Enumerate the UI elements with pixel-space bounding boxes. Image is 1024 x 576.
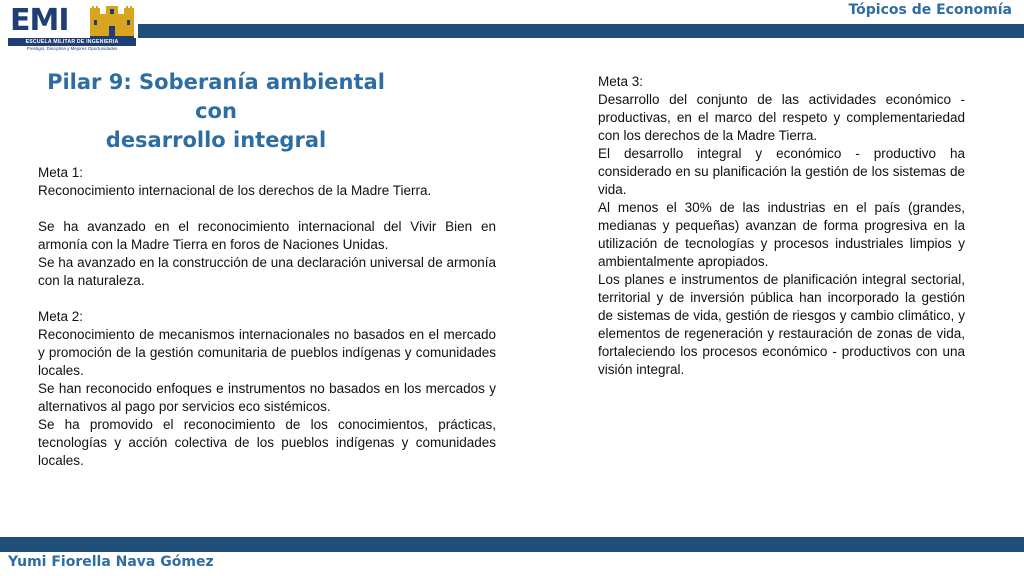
meta2-text: Reconocimiento de mecanismos internacionales no basados en el mercado y promoción de la gestión comunitaria de pueblos indígenas y comunidades locales. [38, 327, 496, 378]
meta2-heading: Meta 2: [38, 309, 84, 324]
right-column [598, 73, 965, 379]
header-bar [138, 24, 1024, 38]
emi-logo [8, 4, 136, 52]
footer-bar [0, 537, 1024, 552]
logo-mark: EMI [10, 3, 69, 38]
meta3-paragraph-3: Los planes e instrumentos de planificación integral sectorial, territorial y de inversión pública han incorporado la gestión de sistemas de vida, gestión de riesgos y cambio climático, y elementos de regeneración y restauración de zonas de vida, fortaleciendo los procesos económico - productivos con una visión integral. [598, 272, 965, 377]
slide-title [36, 68, 396, 155]
meta2-paragraph-1: Se han reconocido enfoques e instrumentos no basados en los mercados y alternativos al pago por servicios eco sistémicos. [38, 381, 496, 414]
left-column [38, 164, 496, 470]
meta3-paragraph-1: El desarrollo integral y económico - productivo ha considerado en su planificación la gestión de los sistemas de vida. [598, 146, 965, 197]
author-name: Yumi Fiorella Nava Gómez [8, 554, 214, 570]
meta3-text: Desarrollo del conjunto de las actividades económico - productivas, en el marco del respeto y complementariedad con los derechos de la Madre Tierra. [598, 92, 965, 143]
meta1-paragraph-1: Se ha avanzado en el reconocimiento internacional del Vivir Bien en armonía con la Madre Tierra en foros de Naciones Unidas. [38, 219, 496, 252]
meta1-heading: Meta 1: [38, 165, 84, 180]
paragraph-spacer [38, 290, 496, 308]
slide-title-line1: Pilar 9: Soberanía ambiental con [47, 70, 385, 123]
castle-icon [90, 6, 134, 38]
logo-motto: Prestigio, Disciplina y Mejores Oportunidades [26, 46, 118, 51]
meta3-heading: Meta 3: [598, 74, 644, 89]
meta2-paragraph-2: Se ha promovido el reconocimiento de los conocimientos, prácticas, tecnologías y acción colectiva de los pueblos indígenas y comunidades locales. [38, 417, 496, 468]
logo-institution: ESCUELA MILITAR DE INGENIERIA [8, 38, 136, 46]
course-topic: Tópicos de Economía [848, 2, 1012, 18]
slide-title-line2: desarrollo integral [105, 128, 327, 152]
paragraph-spacer [38, 200, 496, 218]
meta1-text: Reconocimiento internacional de los derechos de la Madre Tierra. [38, 183, 432, 198]
meta1-paragraph-2: Se ha avanzado en la construcción de una declaración universal de armonía con la naturaleza. [38, 255, 496, 288]
meta3-paragraph-2: Al menos el 30% de las industrias en el país (grandes, medianas y pequeñas) avanzan de forma progresiva en la utilización de tecnologías y procesos industriales limpios y ambientalmente apropiados. [598, 200, 965, 269]
